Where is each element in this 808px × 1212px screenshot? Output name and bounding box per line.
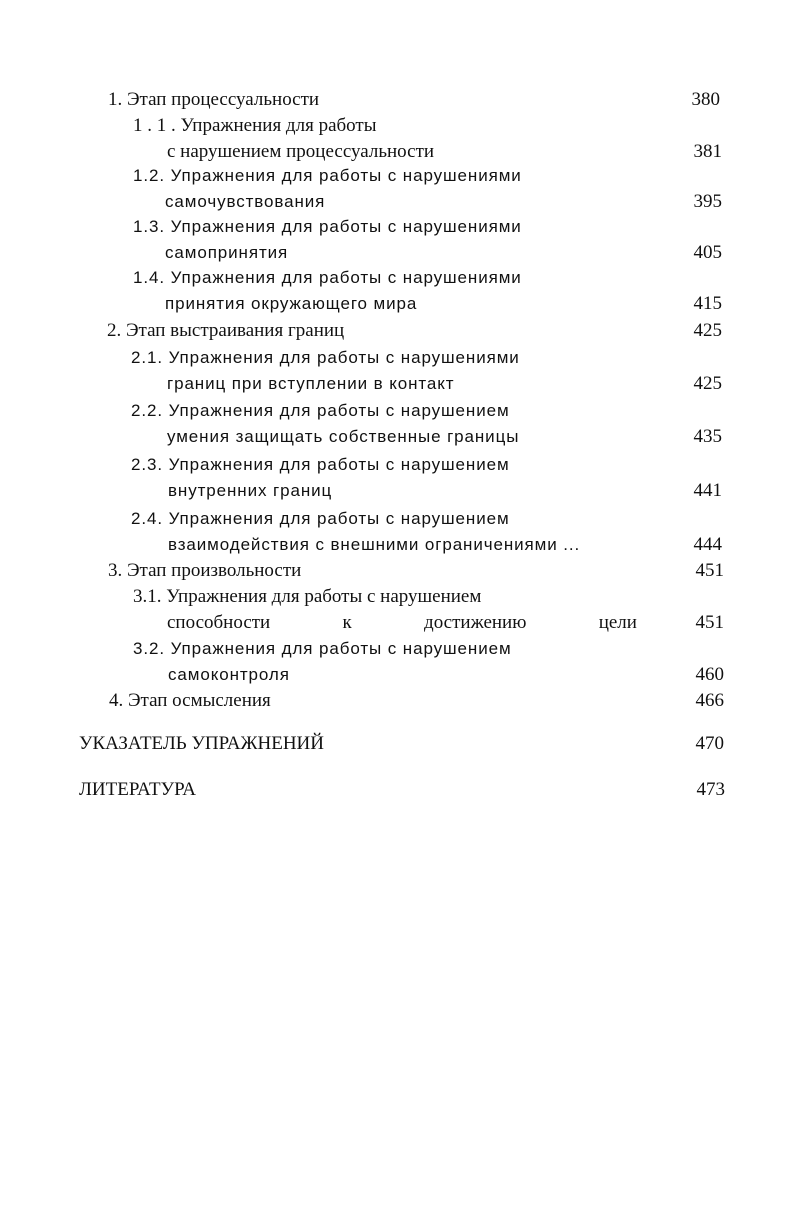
toc-index-page: 470	[695, 733, 724, 754]
toc-subsection-2-1-line2: границ при вступлении в контакт	[167, 374, 455, 393]
toc-subsection-1-1-page: 381	[693, 141, 722, 162]
toc-subsection-3-1-line2	[167, 612, 637, 634]
toc-index-title: УКАЗАТЕЛЬ УПРАЖНЕНИЙ	[79, 733, 324, 754]
toc-word: цели	[598, 612, 637, 633]
toc-subsection-1-4-line1: 1.4. Упражнения для работы с нарушениями	[133, 268, 522, 287]
toc-subsection-2-3-line2: внутренних границ	[168, 481, 333, 500]
toc-word: к	[342, 612, 352, 633]
toc-subsection-3-1-page: 451	[695, 612, 724, 633]
toc-subsection-2-3-page: 441	[693, 480, 722, 501]
toc-subsection-2-1-page: 425	[693, 373, 722, 394]
toc-subsection-1-2-page: 395	[693, 191, 722, 212]
toc-subsection-3-2-page: 460	[695, 664, 724, 685]
toc-section-1-title: 1. Этап процессуальности	[108, 89, 320, 110]
toc-subsection-1-1-line2: с нарушением процессуальности	[167, 141, 435, 162]
toc-section-4-page: 466	[695, 690, 724, 711]
toc-subsection-3-1-line1: 3.1. Упражнения для работы с нарушением	[133, 586, 482, 607]
toc-subsection-2-2-line2: умения защищать собственные границы	[167, 427, 520, 446]
toc-subsection-1-2-line1: 1.2. Упражнения для работы с нарушениями	[133, 166, 522, 185]
toc-subsection-1-4-page: 415	[693, 293, 722, 314]
toc-section-1-page: 380	[691, 89, 720, 110]
toc-word: достижению	[424, 612, 527, 633]
toc-subsection-2-1-line1: 2.1. Упражнения для работы с нарушениями	[131, 348, 520, 367]
toc-literature-title: ЛИТЕРАТУРА	[79, 779, 196, 800]
toc-literature-page: 473	[696, 779, 725, 800]
toc-section-3-title: 3. Этап произвольности	[108, 560, 302, 581]
toc-subsection-2-4-line2: взаимодействия с внешними ограничениями ...	[168, 535, 581, 554]
toc-subsection-3-2-line2: самоконтроля	[168, 665, 290, 684]
toc-subsection-2-4-page: 444	[693, 534, 722, 555]
toc-subsection-2-4-line1: 2.4. Упражнения для работы с нарушением	[131, 509, 510, 528]
toc-subsection-1-3-line2: самопринятия	[165, 243, 289, 262]
toc-word: способности	[167, 612, 271, 633]
toc-subsection-1-3-page: 405	[693, 242, 722, 263]
toc-subsection-2-2-line1: 2.2. Упражнения для работы с нарушением	[131, 401, 510, 420]
toc-section-2-page: 425	[693, 320, 722, 341]
toc-section-2-title: 2. Этап выстраивания границ	[107, 320, 345, 341]
toc-section-3-page: 451	[695, 560, 724, 581]
toc-subsection-2-3-line1: 2.3. Упражнения для работы с нарушением	[131, 455, 510, 474]
toc-subsection-3-2-line1: 3.2. Упражнения для работы с нарушением	[133, 639, 512, 658]
toc-subsection-1-2-line2: самочувствования	[165, 192, 326, 211]
toc-subsection-2-2-page: 435	[693, 426, 722, 447]
toc-subsection-1-4-line2: принятия окружающего мира	[165, 294, 418, 313]
toc-subsection-1-3-line1: 1.3. Упражнения для работы с нарушениями	[133, 217, 522, 236]
toc-subsection-1-1-line1: 1 . 1 . Упражнения для работы	[133, 115, 377, 136]
toc-section-4-title: 4. Этап осмысления	[109, 690, 271, 711]
